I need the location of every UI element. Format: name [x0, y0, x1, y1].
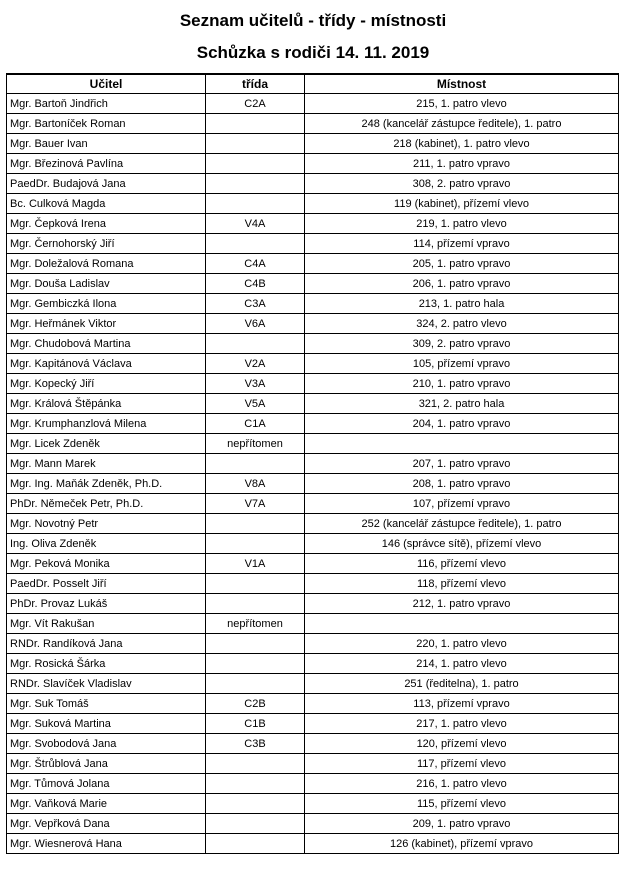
class-cell [206, 654, 305, 674]
class-cell: C1B [206, 714, 305, 734]
teacher-cell: Mgr. Vepřková Dana [7, 814, 206, 834]
table-row [7, 754, 619, 774]
teacher-cell: Mgr. Gembiczká Ilona [7, 294, 206, 314]
class-cell: V3A [206, 374, 305, 394]
class-cell: C3A [206, 294, 305, 314]
teacher-cell: Mgr. Wiesnerová Hana [7, 834, 206, 854]
column-header-room: Místnost [305, 74, 619, 94]
teacher-cell: Mgr. Heřmánek Viktor [7, 314, 206, 334]
teacher-cell: Mgr. Chudobová Martina [7, 334, 206, 354]
teacher-cell: RNDr. Randíková Jana [7, 634, 206, 654]
room-cell: 252 (kancelář zástupce ředitele), 1. patro [305, 514, 619, 534]
table-row [7, 214, 619, 234]
class-cell [206, 454, 305, 474]
table-row [7, 574, 619, 594]
document-title: Seznam učitelů - třídy - místnosti [179, 11, 447, 30]
room-cell: 210, 1. patro vpravo [305, 374, 619, 394]
class-cell [206, 834, 305, 854]
table-row [7, 514, 619, 534]
table-row [7, 314, 619, 334]
class-cell [206, 794, 305, 814]
room-cell: 114, přízemí vpravo [305, 234, 619, 254]
class-cell [206, 194, 305, 214]
room-cell [305, 434, 619, 454]
table-row [7, 454, 619, 474]
teacher-cell: Mgr. Štrůblová Jana [7, 754, 206, 774]
column-header-class: třída [206, 74, 305, 94]
table-row [7, 694, 619, 714]
teacher-cell: PhDr. Provaz Lukáš [7, 594, 206, 614]
class-cell [206, 134, 305, 154]
teacher-cell: Mgr. Vít Rakušan [7, 614, 206, 634]
teacher-cell: Mgr. Rosická Šárka [7, 654, 206, 674]
table-row [7, 654, 619, 674]
table-row [7, 414, 619, 434]
class-cell: C2B [206, 694, 305, 714]
teacher-cell: Mgr. Kapitánová Václava [7, 354, 206, 374]
table-row [7, 114, 619, 134]
room-cell: 215, 1. patro vlevo [305, 94, 619, 114]
teacher-cell: Mgr. Douša Ladislav [7, 274, 206, 294]
teacher-cell: PaedDr. Budajová Jana [7, 174, 206, 194]
class-cell: C3B [206, 734, 305, 754]
room-cell: 208, 1. patro vpravo [305, 474, 619, 494]
teacher-cell: Mgr. Černohorský Jiří [7, 234, 206, 254]
class-cell: V6A [206, 314, 305, 334]
class-cell: V1A [206, 554, 305, 574]
room-cell [305, 614, 619, 634]
room-cell: 205, 1. patro vpravo [305, 254, 619, 274]
room-cell: 119 (kabinet), přízemí vlevo [305, 194, 619, 214]
table-header-row [7, 74, 619, 94]
table-row [7, 334, 619, 354]
room-cell: 212, 1. patro vpravo [305, 594, 619, 614]
teacher-cell: PhDr. Němeček Petr, Ph.D. [7, 494, 206, 514]
class-cell [206, 114, 305, 134]
teacher-cell: Mgr. Bartoníček Roman [7, 114, 206, 134]
table-row [7, 194, 619, 214]
room-cell: 309, 2. patro vpravo [305, 334, 619, 354]
table-row [7, 534, 619, 554]
teacher-cell: PaedDr. Posselt Jiří [7, 574, 206, 594]
class-cell: V4A [206, 214, 305, 234]
room-cell: 116, přízemí vlevo [305, 554, 619, 574]
table-row [7, 614, 619, 634]
teacher-cell: Mgr. Tůmová Jolana [7, 774, 206, 794]
room-cell: 207, 1. patro vpravo [305, 454, 619, 474]
room-cell: 218 (kabinet), 1. patro vlevo [305, 134, 619, 154]
teacher-cell: Mgr. Kopecký Jiří [7, 374, 206, 394]
room-cell: 321, 2. patro hala [305, 394, 619, 414]
class-cell [206, 674, 305, 694]
class-cell [206, 754, 305, 774]
room-cell: 113, přízemí vpravo [305, 694, 619, 714]
room-cell: 209, 1. patro vpravo [305, 814, 619, 834]
teacher-cell: Mgr. Novotný Petr [7, 514, 206, 534]
room-cell: 120, přízemí vlevo [305, 734, 619, 754]
class-cell [206, 774, 305, 794]
table-row [7, 554, 619, 574]
table-row [7, 274, 619, 294]
teacher-cell: Mgr. Čepková Irena [7, 214, 206, 234]
table-row [7, 154, 619, 174]
room-cell: 206, 1. patro vpravo [305, 274, 619, 294]
room-cell: 117, přízemí vlevo [305, 754, 619, 774]
teacher-cell: Mgr. Svobodová Jana [7, 734, 206, 754]
class-cell [206, 234, 305, 254]
teacher-room-table [6, 73, 619, 854]
table-row [7, 634, 619, 654]
room-cell: 219, 1. patro vlevo [305, 214, 619, 234]
teacher-cell: RNDr. Slavíček Vladislav [7, 674, 206, 694]
table-row [7, 174, 619, 194]
table-row [7, 494, 619, 514]
class-cell: V2A [206, 354, 305, 374]
class-cell: C1A [206, 414, 305, 434]
room-cell: 126 (kabinet), přízemí vpravo [305, 834, 619, 854]
room-cell: 146 (správce sítě), přízemí vlevo [305, 534, 619, 554]
class-cell [206, 594, 305, 614]
class-cell: C4A [206, 254, 305, 274]
room-cell: 214, 1. patro vlevo [305, 654, 619, 674]
teacher-cell: Mgr. Ing. Maňák Zdeněk, Ph.D. [7, 474, 206, 494]
class-cell: V7A [206, 494, 305, 514]
class-cell [206, 814, 305, 834]
table-row [7, 234, 619, 254]
table-row [7, 674, 619, 694]
room-cell: 324, 2. patro vlevo [305, 314, 619, 334]
class-cell [206, 534, 305, 554]
table-row [7, 394, 619, 414]
teacher-cell: Mgr. Krumphanzlová Milena [7, 414, 206, 434]
teacher-cell: Mgr. Doležalová Romana [7, 254, 206, 274]
table-row [7, 594, 619, 614]
teacher-cell: Ing. Oliva Zdeněk [7, 534, 206, 554]
class-cell [206, 334, 305, 354]
room-cell: 204, 1. patro vpravo [305, 414, 619, 434]
room-cell: 213, 1. patro hala [305, 294, 619, 314]
class-cell: nepřítomen [206, 434, 305, 454]
table-row [7, 434, 619, 454]
class-cell: C2A [206, 94, 305, 114]
room-cell: 217, 1. patro vlevo [305, 714, 619, 734]
teacher-cell: Mgr. Březinová Pavlína [7, 154, 206, 174]
room-cell: 251 (ředitelna), 1. patro [305, 674, 619, 694]
column-header-teacher: Učitel [7, 74, 206, 94]
class-cell: V5A [206, 394, 305, 414]
table-row [7, 794, 619, 814]
table-row [7, 94, 619, 114]
table-row [7, 714, 619, 734]
room-cell: 105, přízemí vpravo [305, 354, 619, 374]
teacher-cell: Mgr. Bauer Ivan [7, 134, 206, 154]
teacher-cell: Mgr. Mann Marek [7, 454, 206, 474]
class-cell: C4B [206, 274, 305, 294]
room-cell: 216, 1. patro vlevo [305, 774, 619, 794]
teacher-cell: Mgr. Licek Zdeněk [7, 434, 206, 454]
teacher-cell: Bc. Culková Magda [7, 194, 206, 214]
teacher-cell: Mgr. Bartoň Jindřich [7, 94, 206, 114]
table-body [7, 94, 619, 854]
class-cell: nepřítomen [206, 614, 305, 634]
table-row [7, 774, 619, 794]
room-cell: 118, přízemí vlevo [305, 574, 619, 594]
table-row [7, 254, 619, 274]
class-cell [206, 634, 305, 654]
table-row [7, 134, 619, 154]
teacher-cell: Mgr. Vaňková Marie [7, 794, 206, 814]
table-row [7, 814, 619, 834]
room-cell: 211, 1. patro vpravo [305, 154, 619, 174]
teacher-cell: Mgr. Suk Tomáš [7, 694, 206, 714]
table-row [7, 734, 619, 754]
document-subtitle: Schůzka s rodiči 14. 11. 2019 [196, 43, 430, 62]
room-cell: 107, přízemí vpravo [305, 494, 619, 514]
table-row [7, 474, 619, 494]
table-row [7, 834, 619, 854]
class-cell [206, 154, 305, 174]
room-cell: 220, 1. patro vlevo [305, 634, 619, 654]
teacher-cell: Mgr. Králová Štěpánka [7, 394, 206, 414]
class-cell [206, 514, 305, 534]
room-cell: 115, přízemí vlevo [305, 794, 619, 814]
table-row [7, 374, 619, 394]
table-row [7, 354, 619, 374]
teacher-cell: Mgr. Suková Martina [7, 714, 206, 734]
class-cell: V8A [206, 474, 305, 494]
teacher-cell: Mgr. Peková Monika [7, 554, 206, 574]
table-row [7, 294, 619, 314]
room-cell: 248 (kancelář zástupce ředitele), 1. patro [305, 114, 619, 134]
class-cell [206, 574, 305, 594]
room-cell: 308, 2. patro vpravo [305, 174, 619, 194]
class-cell [206, 174, 305, 194]
